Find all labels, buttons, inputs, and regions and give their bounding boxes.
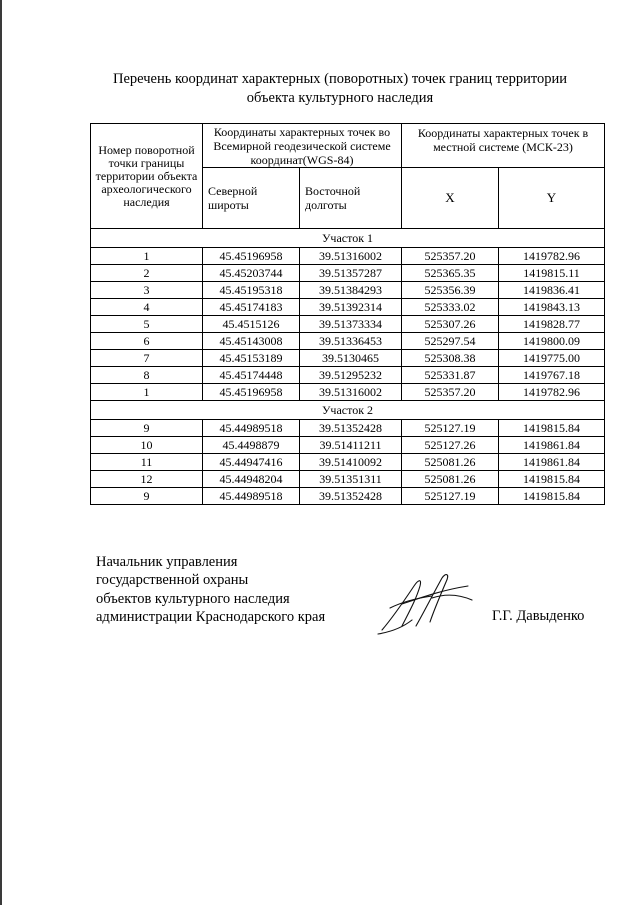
longitude-cell: 39.51352428 [300,488,402,505]
longitude-cell: 39.51384293 [300,282,402,299]
header-row-1 [91,124,605,168]
point-number-cell: 5 [91,316,203,333]
x-cell: 525331.87 [402,367,499,384]
y-cell: 1419815.11 [499,265,605,282]
section-row [91,229,605,248]
longitude-cell: 39.51316002 [300,248,402,265]
longitude-cell: 39.51295232 [300,367,402,384]
x-cell: 525356.39 [402,282,499,299]
point-number-cell: 8 [91,367,203,384]
latitude-cell: 45.44947416 [203,454,300,471]
longitude-cell: 39.51373334 [300,316,402,333]
y-cell: 1419782.96 [499,248,605,265]
signatory-line-3: объектов культурного наследия [96,590,290,607]
table-row [91,488,605,505]
section-row [91,401,605,420]
latitude-cell: 45.45174183 [203,299,300,316]
longitude-cell: 39.5130465 [300,350,402,367]
point-number-cell: 9 [91,488,203,505]
x-cell: 525127.26 [402,437,499,454]
x-cell: 525308.38 [402,350,499,367]
point-number-cell: 11 [91,454,203,471]
latitude-cell: 45.45143008 [203,333,300,350]
coordinates-table-body [91,229,605,505]
y-cell: 1419861.84 [499,454,605,471]
point-number-cell: 1 [91,384,203,401]
x-cell: 525333.02 [402,299,499,316]
page-left-edge [0,0,2,905]
y-cell: 1419828.77 [499,316,605,333]
latitude-cell: 45.45195318 [203,282,300,299]
y-cell: 1419815.84 [499,488,605,505]
latitude-cell: 45.45196958 [203,384,300,401]
y-cell: 1419843.13 [499,299,605,316]
y-cell: 1419861.84 [499,437,605,454]
latitude-cell: 45.44989518 [203,488,300,505]
latitude-cell: 45.45153189 [203,350,300,367]
y-cell: 1419815.84 [499,471,605,488]
latitude-cell: 45.4515126 [203,316,300,333]
point-number-cell: 6 [91,333,203,350]
header-y: Y [499,168,605,229]
y-cell: 1419767.18 [499,367,605,384]
x-cell: 525081.26 [402,471,499,488]
longitude-cell: 39.51336453 [300,333,402,350]
table-row [91,350,605,367]
table-row [91,248,605,265]
longitude-cell: 39.51351311 [300,471,402,488]
header-x: X [402,168,499,229]
header-wgs84-group: Координаты характерных точек во Всемирной геодезической системе координат(WGS-84) [203,124,402,168]
handwritten-signature [372,568,484,636]
latitude-cell: 45.4498879 [203,437,300,454]
signatory-position [96,553,325,626]
signatory-name: Г.Г. Давыденко [492,608,585,624]
latitude-cell: 45.45203744 [203,265,300,282]
table-row [91,437,605,454]
longitude-cell: 39.51410092 [300,454,402,471]
table-row [91,454,605,471]
x-cell: 525127.19 [402,420,499,437]
signatory-line-1: Начальник управления [96,554,238,570]
longitude-cell: 39.51357287 [300,265,402,282]
table-row [91,282,605,299]
header-north-latitude: Северной широты [203,168,300,229]
table-row [91,367,605,384]
latitude-cell: 45.45174448 [203,367,300,384]
table-row [91,316,605,333]
point-number-cell: 2 [91,265,203,282]
y-cell: 1419775.00 [499,350,605,367]
title-line-1: Перечень координат характерных (поворотных) точек границ территории [112,71,568,87]
x-cell: 525357.20 [402,384,499,401]
table-row [91,333,605,350]
x-cell: 525081.26 [402,454,499,471]
y-cell: 1419800.09 [499,333,605,350]
x-cell: 525307.26 [402,316,499,333]
point-number-cell: 7 [91,350,203,367]
longitude-cell: 39.51352428 [300,420,402,437]
latitude-cell: 45.44989518 [203,420,300,437]
longitude-cell: 39.51411211 [300,437,402,454]
coordinates-table [90,123,605,505]
longitude-cell: 39.51316002 [300,384,402,401]
y-cell: 1419815.84 [499,420,605,437]
table-row [91,265,605,282]
point-number-cell: 12 [91,471,203,488]
signatory-line-4: администрации Краснодарского края [96,608,326,625]
y-cell: 1419782.96 [499,384,605,401]
latitude-cell: 45.44948204 [203,471,300,488]
table-row [91,299,605,316]
point-number-cell: 10 [91,437,203,454]
header-msk23-group: Координаты характерных точек в местной системе (МСК-23) [402,124,605,168]
signatory-line-2: государственной охраны [96,572,249,589]
x-cell: 525127.19 [402,488,499,505]
table-row [91,471,605,488]
x-cell: 525297.54 [402,333,499,350]
section-label: Участок 2 [91,401,605,420]
point-number-cell: 3 [91,282,203,299]
point-number-cell: 4 [91,299,203,316]
x-cell: 525357.20 [402,248,499,265]
title-line-2: объекта культурного наследия [246,90,434,106]
header-point-number: Номер поворотной точки границы территории объекта археологического наследия [91,124,203,229]
latitude-cell: 45.45196958 [203,248,300,265]
table-row [91,420,605,437]
table-row [91,384,605,401]
document-title [60,70,620,108]
y-cell: 1419836.41 [499,282,605,299]
point-number-cell: 1 [91,248,203,265]
header-east-longitude: Восточной долготы [300,168,402,229]
longitude-cell: 39.51392314 [300,299,402,316]
section-label: Участок 1 [91,229,605,248]
point-number-cell: 9 [91,420,203,437]
x-cell: 525365.35 [402,265,499,282]
